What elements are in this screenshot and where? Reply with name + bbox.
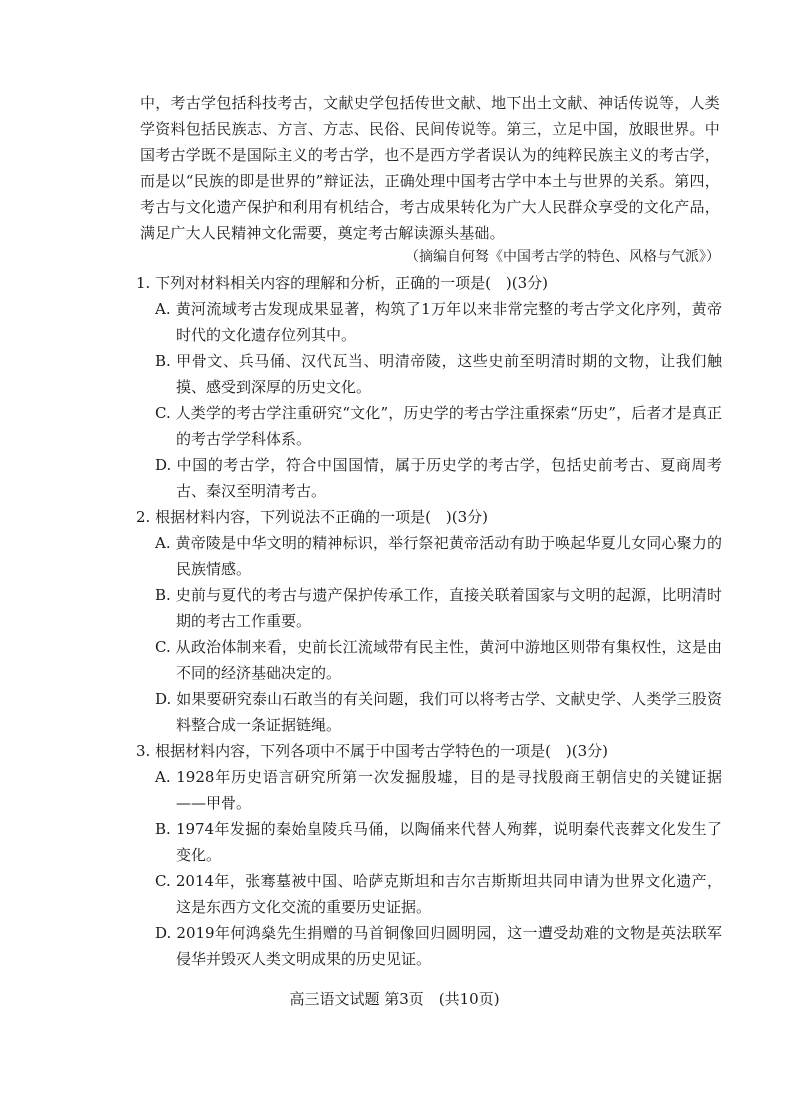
option-c: C. 人类学的考古学注重研究“文化”，历史学的考古学注重探索“历史”，后者才是真正的考古学学科体系。 (155, 404, 722, 448)
option-b: B. 史前与夏代的考古与遗产保护传承工作，直接关联着国家与文明的起源，比明清时期的考古工作重要。 (155, 586, 722, 630)
option-a: A. 黄河流域考古发现成果显著，构筑了1万年以来非常完整的考古学文化序列，黄帝时代的文化遗存位列其中。 (155, 300, 722, 344)
question-1 (136, 270, 722, 504)
option-c: C. 从政治体制来看，史前长江流域带有民主性，黄河中游地区则带有集权性，这是由不同的经济基础决定的。 (155, 638, 722, 682)
option-a: A. 1928年历史语言研究所第一次发掘殷墟，目的是寻找殷商王朝信史的关键证据——甲骨。 (155, 768, 722, 812)
option-c: C. 2014年，张骞墓被中国、哈萨克斯坦和吉尔吉斯斯坦共同申请为世界文化遗产，这是东西方文化交流的重要历史证据。 (155, 872, 722, 916)
question-stem: 3. 根据材料内容，下列各项中不属于中国考古学特色的一项是( )(3分) (136, 742, 609, 760)
passage-text: 中，考古学包括科技考古，文献史学包括传世文献、地下出土文献、神话传说等，人类学资料包括民族志、方言、方志、民俗、民间传说等。第三，立足中国，放眼世界。中国考古学既不是国际主义的考古学，也不是西方学者误认为的纯粹民族主义的考古学，而是以“民族的即是世界的”辩证法，正确处理中国考古学中本土与世界的关系。第四，考古与文化遗产保护和利用有机结合，考古成果转化为广大人民群众享受的文化产品，满足广大人民精神文化需要，奠定考古解读源头基础。 (140, 94, 720, 242)
question-stem: 1. 下列对材料相关内容的理解和分析，正确的一项是( )(3分) (136, 274, 549, 292)
option-d: D. 中国的考古学，符合中国国情，属于历史学的考古学，包括史前考古、夏商周考古、秦汉至明清考古。 (155, 456, 722, 500)
option-d: D. 如果要研究泰山石敢当的有关问题，我们可以将考古学、文献史学、人类学三股资料整合成一条证据链绳。 (155, 690, 722, 734)
option-a: A. 黄帝陵是中华文明的精神标识，举行祭祀黄帝活动有助于唤起华夏儿女同心聚力的民族情感。 (155, 534, 722, 578)
option-b: B. 1974年发掘的秦始皇陵兵马俑，以陶俑来代替人殉葬，说明秦代丧葬文化发生了变化。 (155, 820, 722, 864)
question-2 (136, 504, 722, 738)
page-footer: 高三语文试题 第3页 (共10页) (289, 990, 500, 1008)
option-d: D. 2019年何鸿燊先生捐赠的马首铜像回归圆明园，这一遭受劫难的文物是英法联军侵华并毁灭人类文明成果的历史见证。 (155, 924, 722, 968)
option-b: B. 甲骨文、兵马俑、汉代瓦当、明清帝陵，这些史前至明清时期的文物，让我们触摸、感受到深厚的历史文化。 (155, 352, 722, 396)
source-citation: （摘编自何驽《中国考古学的特色、风格与气派》） (405, 249, 720, 265)
question-stem: 2. 根据材料内容，下列说法不正确的一项是( )(3分) (136, 508, 489, 526)
question-3 (136, 738, 722, 972)
question-list (136, 270, 722, 972)
